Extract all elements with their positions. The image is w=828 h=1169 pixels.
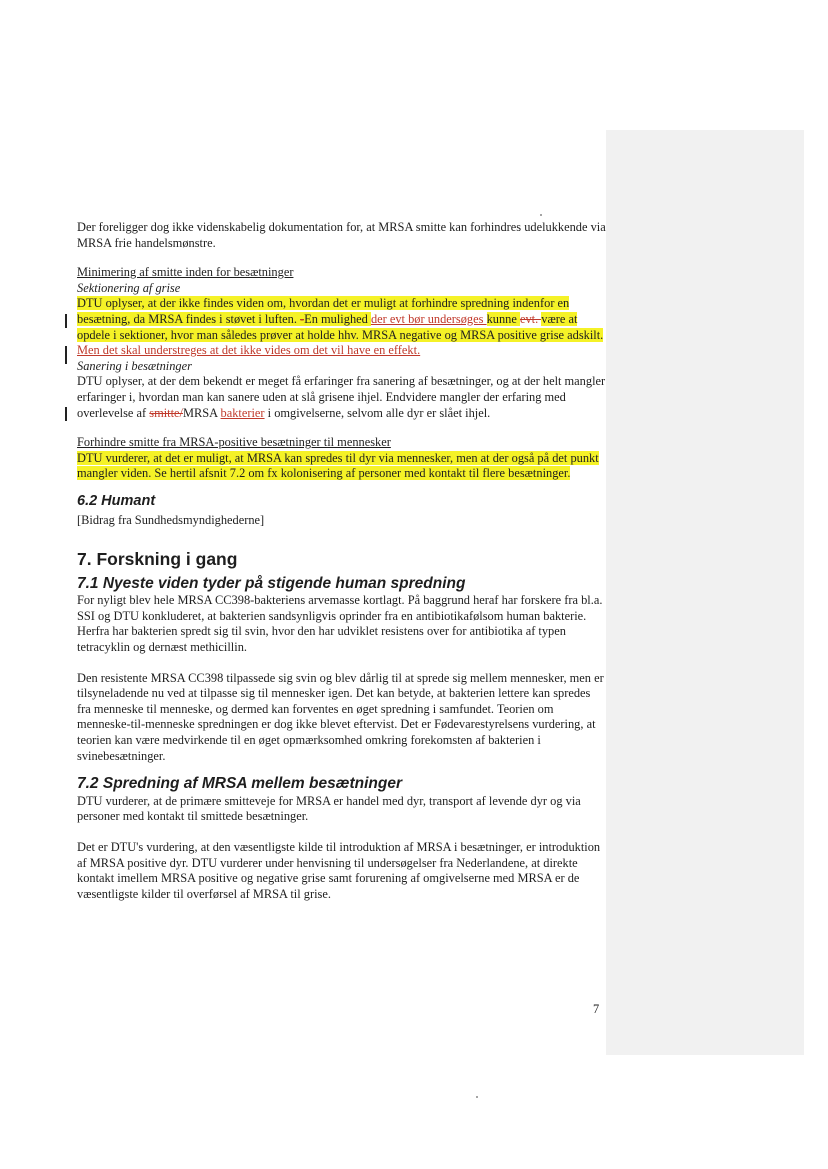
subheading-sektionering: Sektionering af grise (77, 280, 181, 295)
change-bar (65, 407, 67, 421)
forhindre-paragraph: DTU vurderer, at det er muligt, at MRSA kan spredes til dyr via mennesker, men at der også på det punkt mangler viden. Se hertil afsnit 7.2 om fx kolonisering af personer med kontakt til flere besætninger. (77, 450, 599, 481)
page-number: 7 (593, 1002, 600, 1016)
highlighted-text: være at opdele i sektioner, hvor man således prøver at holde hhv. MRSA negative og MRSA positive grise adskilt. (77, 311, 604, 342)
deleted-text: evt. (519, 311, 542, 326)
highlighted-text: DTU oplyser, at der ikke findes viden om, hvordan det er muligt at forhindre spredning indenfor en besætning, da MRSA findes i støvet i luften. (77, 296, 570, 326)
paragraph-7-1-a: For nyligt blev hele MRSA CC398-bakteriens arvemasse kortlagt. På baggrund heraf har forskere fra bl.a. SSI og DTU konkluderet, at bakterien sandsynligvis oprinder fra en antibiotikafølsom human bakterie. Herfra har bakterien spredt sig til svin, hvor den har udviklet resistens over for antibiotika af typen tetracyklin og dernæst methicillin. (77, 593, 603, 655)
highlighted-text: kunne (486, 311, 520, 326)
heading-6-2: 6.2 Humant (77, 492, 156, 509)
sanering-text: MRSA (182, 405, 221, 420)
deleted-text: smitte/ (149, 405, 183, 420)
paragraph-7-2-b: Det er DTU's vurdering, at den væsentligste kilde til introduktion af MRSA i besætninger, er introduktion af MRSA positive dyr. DTU vurderer under henvisning til undersøgelser fra Nederlandene, at direkte kontakt imellem MRSA positive og negative grise samt forurening af omgivelserne med MRSA er de væsentligste kilder til overførsel af MRSA til grise. (77, 840, 601, 901)
section-heading-minimering: Minimering af smitte inden for besætninger (77, 265, 294, 280)
paragraph-7-1-b: Den resistente MRSA CC398 tilpassede sig svin og blev dårlig til at sprede sig mellem mennesker, men er tilsyneladende nu ved at tilpasse sig til mennesker igen. Det kan betyde, at bakterien lettere kan spredes fra menneske til menneske, og dermed kan forventes en øget spredning i samfundet. Teorien om menneske-til-menneske spredningen er dog ikke blevet eftervist. Det er Fødevarestyrelsens vurdering, at teorien kan være medvirkende til en øget opmærksomhed omkring forekomsten af bakterien i svinebesætninger. (77, 670, 604, 763)
document-body (77, 220, 607, 902)
inserted-text: bakterier (220, 405, 265, 420)
inserted-text: Men det skal understreges at det ikke vides om det vil have en effekt. (77, 343, 421, 358)
scan-speck (476, 1096, 478, 1098)
heading-7-1: 7.1 Nyeste viden tyder på stigende human spredning (77, 574, 466, 592)
intro-paragraph: Der foreligger dog ikke videnskabelig dokumentation for, at MRSA smitte kan forhindres udelukkende via MRSA frie handelsmønstre. (77, 220, 606, 250)
deleted-text: - (300, 311, 305, 326)
inserted-text: der evt bør undersøges (370, 311, 487, 326)
heading-7: 7. Forskning i gang (77, 549, 238, 570)
humant-paragraph: [Bidrag fra Sundhedsmyndighederne] (77, 512, 265, 527)
scan-shadow-band (606, 130, 804, 1055)
highlighted-text: En mulighed (304, 311, 371, 326)
sektionering-paragraph (77, 296, 607, 358)
scan-speck (540, 214, 542, 216)
heading-7-2: 7.2 Spredning af MRSA mellem besætninger (77, 775, 402, 793)
section-heading-forhindre: Forhindre smitte fra MRSA-positive besætninger til mennesker (77, 435, 391, 450)
paragraph-7-2-a: DTU vurderer, at de primære smitteveje for MRSA er handel med dyr, transport af levende dyr og via personer med kontakt til smittede besætninger. (77, 793, 581, 824)
change-bar (65, 346, 67, 364)
subheading-sanering: Sanering i besætninger (77, 358, 192, 373)
sanering-text: i omgivelserne, selvom alle dyr er slået ihjel. (264, 405, 491, 420)
sanering-paragraph (77, 374, 607, 421)
sanering-text: DTU oplyser, at der dem bekendt er meget få erfaringer fra sanering af besætninger, og at der helt mangler erfaringer i, hvordan man kan sanere uden at slå grisene ihjel. Endvidere mangler der erfaring med overlevelse af (77, 374, 606, 420)
change-bar (65, 314, 67, 328)
